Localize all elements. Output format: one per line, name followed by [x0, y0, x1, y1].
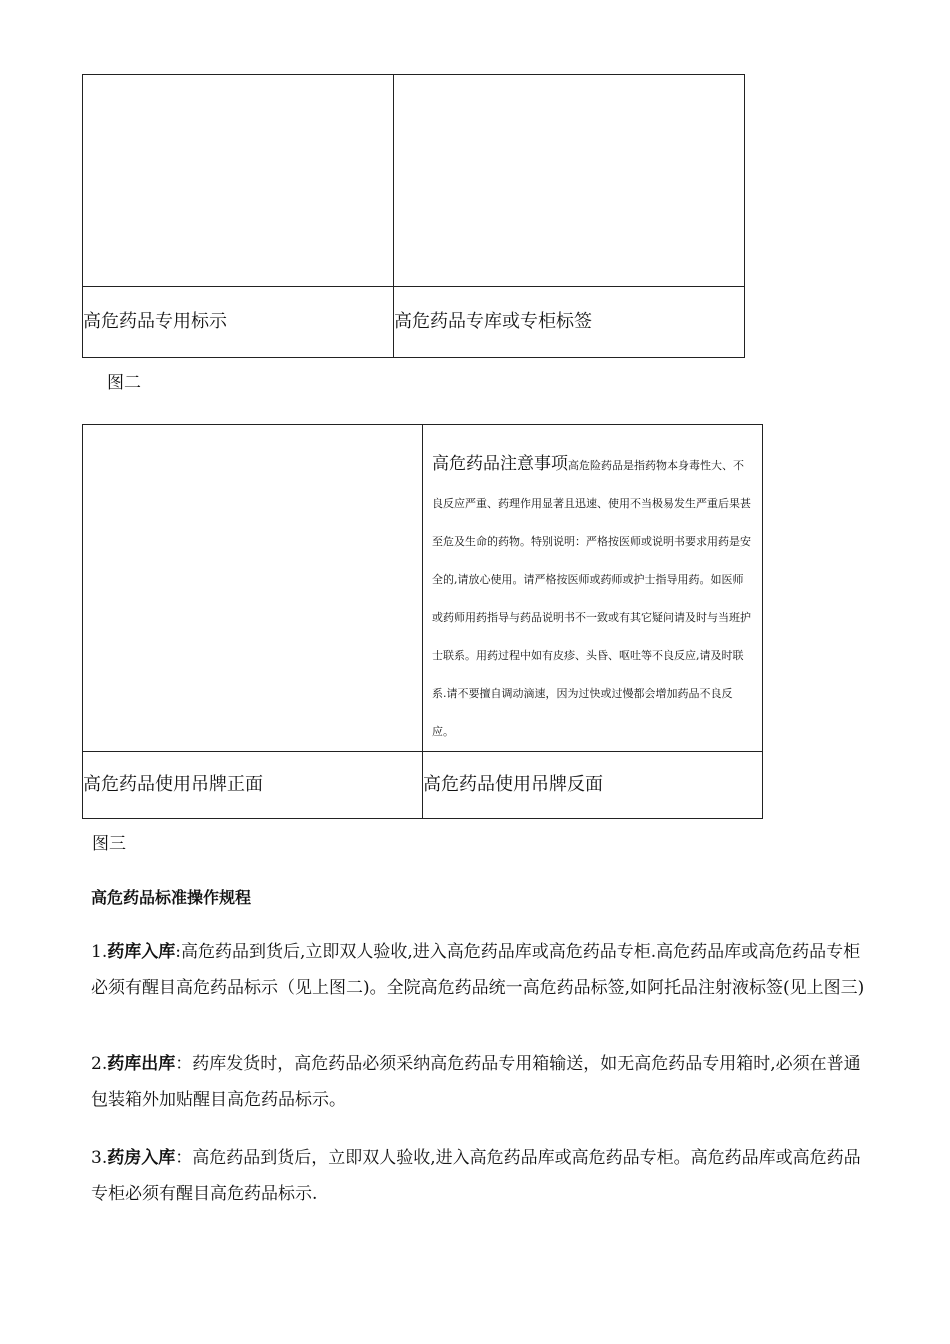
step-paragraph — [91, 934, 866, 1006]
step-keyword: 药库入库 — [107, 942, 176, 962]
figure3-caption-right: 高危药品使用吊牌反面 — [423, 752, 763, 819]
figure2-caption-right: 高危药品专库或专柜标签 — [394, 287, 745, 358]
figure3-label: 图三 — [92, 834, 126, 854]
figure2-table — [82, 74, 745, 358]
step-text: ：药库发货时，高危药品必须采纳高危药品专用箱输送，如无高危药品专用箱时,必须在普通包装箱外加贴醒目高危药品标示。 — [91, 1054, 861, 1110]
figure3-caption-left: 高危药品使用吊牌正面 — [83, 752, 423, 819]
notice-title: 高危药品注意事项 — [432, 454, 568, 474]
figure2-image-cell-left — [83, 75, 394, 287]
figure2-image-cell-right — [394, 75, 745, 287]
section-heading: 高危药品标准操作规程 — [91, 888, 252, 907]
step-paragraph — [91, 1140, 866, 1212]
figure3-image-cell-left — [83, 425, 423, 752]
step-number: 1. — [91, 942, 108, 962]
notice-body: 高危险药品是指药物本身毒性大、不良反应严重、药理作用显著且迅速、使用不当极易发生严重后果甚至危及生命的药物。特别说明：严格按医师或说明书要求用药是安全的,请放心使用。请严格按医师或药师或护士指导用药。如医师或药师用药指导与药品说明书不一致或有其它疑问请及时与当班护士联系。用药过程中如有皮疹、头昏、呕吐等不良反应,请及时联系.请不要擅自调动滴速，因为过快或过慢都会增加药品不良反应。 — [432, 459, 751, 738]
step-number: 2. — [91, 1054, 108, 1074]
step-keyword: 药房入库 — [107, 1148, 176, 1168]
figure2-caption-left: 高危药品专用标示 — [83, 287, 394, 358]
step-paragraph — [91, 1046, 866, 1118]
step-text: :高危药品到货后,立即双人验收,进入高危药品库或高危药品专柜.高危药品库或高危药品专柜必须有醒目高危药品标示（见上图二)。全院高危药品统一高危药品标签,如阿托品注射液标签(见上图三) — [91, 942, 865, 998]
figure2-label: 图二 — [107, 373, 141, 393]
notice-text — [423, 425, 762, 751]
figure3-table — [82, 424, 763, 819]
step-number: 3. — [91, 1148, 108, 1168]
figure3-notice-cell — [423, 425, 763, 752]
step-keyword: 药库出库 — [107, 1054, 176, 1074]
step-text: ：高危药品到货后，立即双人验收,进入高危药品库或高危药品专柜。高危药品库或高危药品专柜必须有醒目高危药品标示. — [91, 1148, 861, 1204]
